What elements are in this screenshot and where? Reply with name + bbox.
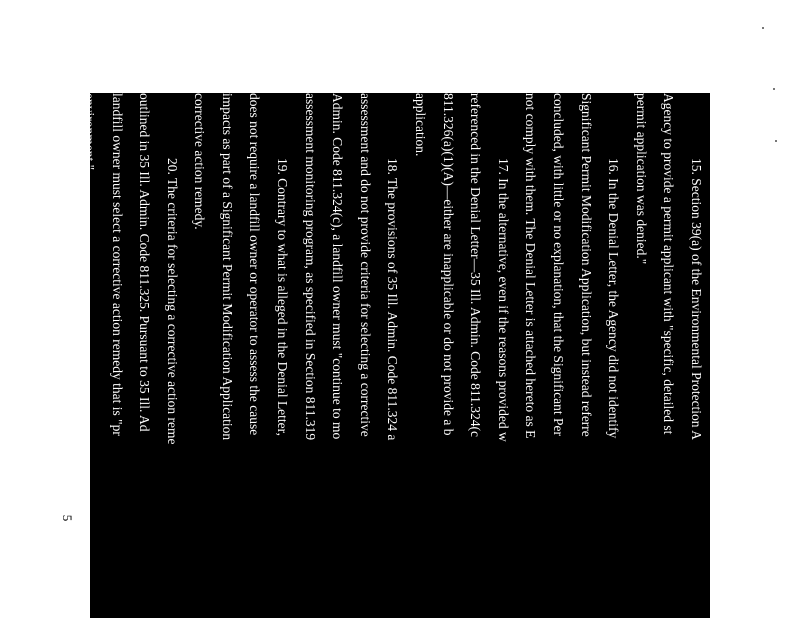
text-line: impacts as part of a Significant Permit Modification Application [219, 93, 235, 441]
document-body [81, 93, 710, 618]
scan-speck [773, 88, 775, 90]
text-line: application. [413, 93, 429, 157]
inverted-text-panel [81, 93, 710, 618]
text-line: referenced in the Denial Letter—35 Ill. Admin. Code 811.324(c [468, 93, 484, 438]
text-line: does not require a landfill owner or operator to assess the cause [247, 93, 263, 436]
scan-speck [762, 27, 764, 29]
text-line: environment." [81, 93, 97, 171]
text-line: permit application was denied." [633, 93, 649, 265]
text-line: landfill owner must select a corrective action remedy that is "pr [109, 93, 125, 436]
text-line: 20. The criteria for selecting a corrective action reme [164, 158, 180, 445]
text-line: 811.326(a)(1)(A)—either are inapplicable or do not provide a b [440, 93, 456, 436]
text-line: Significant Permit Modification Application, but instead referre [578, 93, 594, 437]
text-line: 19. Contrary to what is alleged in the Denial Letter, [275, 158, 291, 437]
text-line: 16. In the Denial Letter, the Agency did not identify [606, 158, 622, 439]
text-line: corrective action remedy. [192, 93, 208, 230]
scan-speck [775, 140, 777, 142]
text-line: outlined in 35 Ill. Admin. Code 811.325. Pursuant to 35 Ill. Ad [137, 93, 153, 432]
text-line: assessment monitoring program, as specified in Section 811.319 [302, 93, 318, 441]
text-line: 17. In the alternative, even if the reasons provided w [495, 158, 511, 442]
text-line: 18. The provisions of 35 Ill. Admin. Code 811.324 a [385, 158, 401, 441]
text-line: 15. Section 39(a) of the Environmental Protection A [689, 158, 704, 440]
text-line: concluded, with little or no explanation, that the Significant Per [551, 93, 567, 437]
text-line: Agency to provide a permit applicant with "specific, detailed st [661, 93, 677, 435]
text-line: assessment and do not provide criteria for selecting a corrective [357, 93, 373, 437]
page-number: 5 [60, 514, 75, 522]
text-line: not comply with them. The Denial Letter is attached hereto as E [523, 93, 539, 439]
text-line: Admin. Code 811.324(c), a landfill owner must "continue to mo [330, 93, 346, 440]
